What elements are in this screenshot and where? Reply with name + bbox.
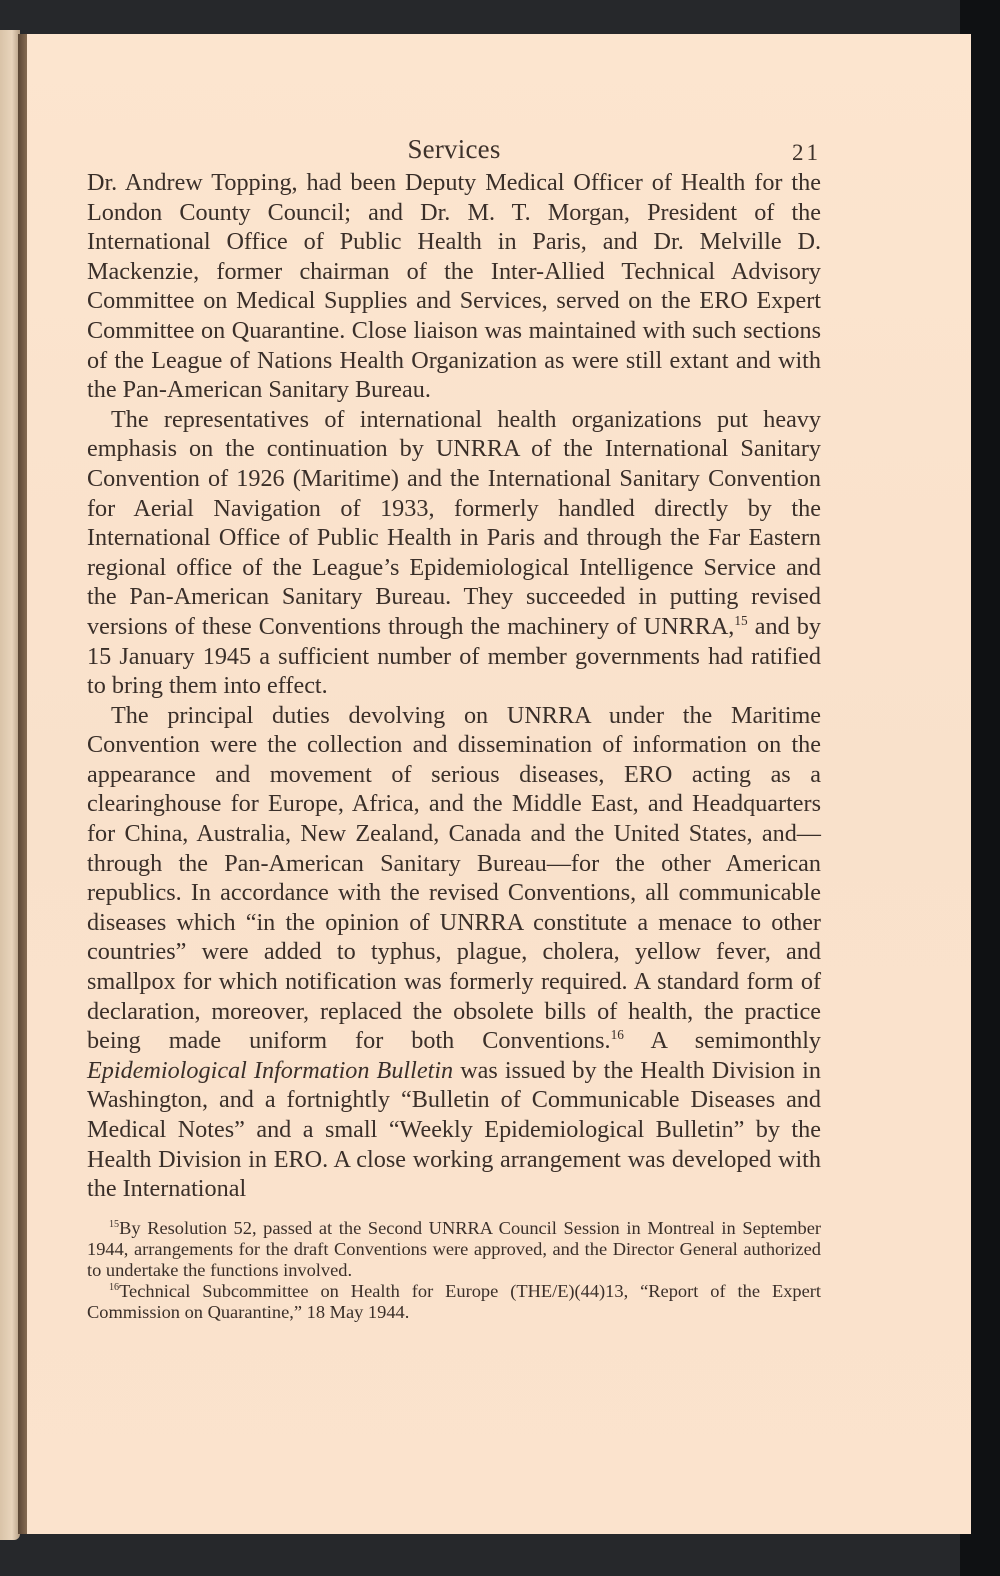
text-run: The principal duties devolving on UNRRA under the Maritime Convention were the collection and dissemination of information on the appearance and movement of serious diseases, ERO acting as a clearinghouse for Europe, Africa, and the Middle East, and Headquarters for China, Australia, New Zealand, Canada and the United States, and—through the Pan-American Sanitary Bureau—for the other American republics. In accordance with the revised Conventions, all communicable diseases which “in the opinion of UNRRA constitute a menace to other countries” were added to typhus, plague, cholera, yellow fever, and smallpox for which notification was formerly required. A standard form of declaration, moreover, replaced the obsolete bills of health, the practice being made uniform for both Conventions.: [87, 701, 821, 1055]
running-head: [87, 134, 821, 168]
footnote-text: Technical Subcommittee on Health for Europe (THE/E)(44)13, “Report of the Expert Commission on Quarantine,” 18 May 1944.: [87, 1280, 821, 1322]
paragraph: [87, 701, 821, 1204]
book-page: [27, 34, 971, 1534]
page-number: 21: [792, 140, 821, 165]
text-run: was issued by the Health Division in Washington, and a fortnightly “Bulletin of Communicable Diseases and Medical Notes” and a small “Weekly Epidemiological Bulletin” by the Health Division in ERO. A close working arrangement was developed with the International: [87, 1056, 821, 1203]
footnote: [87, 1281, 821, 1323]
footnote-reference[interactable]: 16: [610, 1027, 624, 1043]
text-run: Dr. Andrew Topping, had been Deputy Medical Officer of Health for the London County Council; and Dr. M. T. Morgan, President of the International Office of Public Health in Paris, and Dr. Melville D. Mackenzie, former chairman of the Inter-Allied Technical Advisory Committee on Medical Supplies and Services, served on the ERO Expert Committee on Quarantine. Close liaison was maintained with such sections of the League of Nations Health Organization as were still extant and with the Pan-American Sanitary Bureau.: [87, 169, 821, 404]
footnote: [87, 1218, 821, 1281]
running-title: Services: [407, 134, 501, 164]
footnote-text: By Resolution 52, passed at the Second UNRRA Council Session in Montreal in September 1944, arrangements for the draft Conventions were approved, and the Director General authorized to undertake the functions involved.: [87, 1217, 821, 1280]
paragraph: [87, 168, 821, 405]
paragraph: [87, 405, 821, 701]
page-content: [87, 134, 821, 1323]
body-text: [87, 168, 821, 1204]
text-run: A semimonthly: [623, 1027, 822, 1055]
footnotes: [87, 1218, 821, 1323]
footnote-reference[interactable]: 15: [734, 612, 748, 628]
facing-page-edge: [0, 30, 20, 1540]
text-run: and by 15 January 1945 a sufficient number of member governments had ratified to bring them into effect.: [87, 612, 821, 700]
text-run: The representatives of international health organizations put heavy emphasis on the continuation by UNRRA of the International Sanitary Convention of 1926 (Maritime) and the International Sanitary Convention for Aerial Navigation of 1933, formerly handled directly by the International Office of Public Health in Paris and through the Far Eastern regional office of the League’s Epidemiological Intelligence Service and the Pan-American Sanitary Bureau. They succeeded in putting revised versions of these Conventions through the machinery of UNRRA,: [87, 405, 821, 640]
footnote-marker: 16: [109, 1281, 120, 1293]
footnote-marker: 15: [109, 1218, 120, 1230]
italic-title: Epidemiological Information Bulletin: [87, 1056, 454, 1084]
